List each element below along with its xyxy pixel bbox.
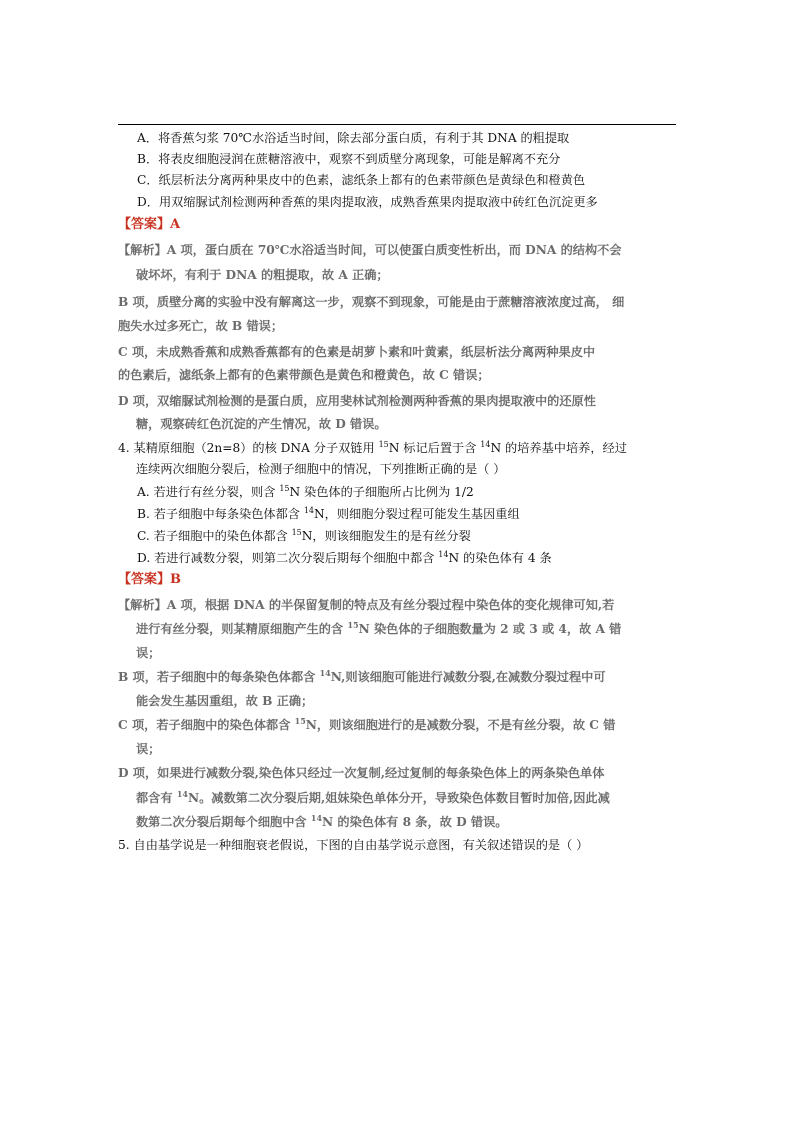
header-rule [118, 124, 676, 125]
q3-option-d: D．用双缩脲试剂检测两种香蕉的果肉提取液，成熟香蕉果肉提取液中砖红色沉淀更多 [137, 195, 598, 209]
answer-label: 【答案】 [118, 572, 171, 587]
answer-value: A [170, 217, 181, 232]
isotope-superscript: 14 [480, 440, 491, 449]
text: 进行有丝分裂，则某精原细胞产生的含 [136, 622, 348, 636]
text: N,则该细胞可能进行减数分裂,在减数分裂过程中可 [330, 670, 606, 684]
text: N 染色体的子细胞所占比例为 1/2 [289, 485, 474, 499]
q4-stem-line-2: 连续两次细胞分裂后，检测子细胞中的情况，下列推断正确的是（ ） [136, 462, 506, 476]
text: N 的染色体有 8 条，故 D 错误。 [322, 815, 508, 829]
answer-label: 【答案】 [118, 217, 171, 232]
q4-option-b [137, 506, 520, 522]
q3-analysis-line: 破坏坏，有利于 DNA 的粗提取，故 A 正确； [136, 268, 389, 282]
isotope-superscript: 15 [378, 440, 389, 449]
text: 都含有 [136, 791, 177, 805]
text: N 的染色体有 4 条 [448, 551, 552, 565]
text: 4. 某精原细胞（2n=8）的核 DNA 分子双链用 [118, 441, 379, 455]
q4-analysis-line: 【解析】A 项，根据 DNA 的半保留复制的特点及有丝分裂过程中染色体的变化规律可知,若 [118, 598, 615, 612]
q4-analysis-line [118, 717, 615, 733]
q3-analysis-line: B 项，质壁分离的实验中没有解离这一步，观察不到现象，可能是由于蔗糖溶液浓度过高， 细 [118, 295, 625, 309]
q4-analysis-line [136, 621, 621, 637]
q4-analysis-line [118, 669, 606, 685]
q4-answer [118, 572, 181, 588]
q4-analysis-line: 误； [136, 646, 161, 660]
isotope-superscript: 14 [319, 668, 331, 678]
q4-option-d [137, 550, 552, 566]
text: N 染色体的子细胞数量为 2 或 3 或 4，故 A 错 [358, 622, 622, 636]
text: 数第二次分裂后期每个细胞中含 [136, 815, 311, 829]
q3-analysis-line: 的色素后，滤纸条上都有的色素带颜色是黄色和橙黄色，故 C 错误； [118, 368, 490, 382]
q4-option-a [137, 484, 474, 500]
text: D. 若进行减数分裂，则第二次分裂后期每个细胞中都含 [137, 551, 439, 565]
text: A. 若进行有丝分裂，则含 [137, 485, 280, 499]
q3-option-b: B．将表皮细胞浸润在蔗糖溶液中，观察不到质壁分离现象，可能是解离不充分 [137, 152, 561, 166]
q4-option-c [137, 528, 471, 544]
text: N 标记后置于含 [388, 441, 481, 455]
text: N，则该细胞进行的是减数分裂，不是有丝分裂，故 C 错 [305, 718, 616, 732]
q3-analysis-line: C 项，未成熟香蕉和成熟香蕉都有的色素是胡萝卜素和叶黄素，纸层析法分离两种果皮中 [118, 345, 596, 359]
text: C. 若子细胞中的染色体都含 [137, 529, 292, 543]
q4-analysis-line: 误； [136, 742, 161, 756]
isotope-superscript: 14 [438, 550, 449, 559]
isotope-superscript: 15 [291, 528, 302, 537]
q3-answer [118, 217, 180, 233]
q3-analysis-line: 胞失水过多死亡，故 B 错误； [118, 319, 284, 333]
q3-option-c: C．纸层析法分离两种果皮中的色素，滤纸条上都有的色素带颜色是黄绿色和橙黄色 [137, 173, 586, 187]
text: N，则该细胞发生的是有丝分裂 [301, 529, 471, 543]
q3-analysis-line: 【解析】A 项，蛋白质在 70℃水浴适当时间，可以使蛋白质变性析出，而 DNA 的结构不会 [118, 243, 622, 257]
text: N。减数第二次分裂后期,姐妹染色单体分开，导致染色体数目暂时加倍,因此减 [187, 791, 610, 805]
text: B. 若子细胞中每条染色体都含 [137, 507, 304, 521]
q3-analysis-line: 糖，观察砖红色沉淀的产生情况，故 D 错误。 [136, 417, 387, 431]
isotope-superscript: 15 [279, 484, 290, 493]
q3-analysis-line: D 项，双缩脲试剂检测的是蛋白质，应用斐林试剂检测两种香蕉的果肉提取液中的还原性 [118, 394, 596, 408]
isotope-superscript: 15 [347, 620, 359, 630]
q4-analysis-line [136, 790, 610, 806]
isotope-superscript: 14 [310, 813, 323, 823]
q4-stem-line-1 [118, 440, 627, 456]
q4-analysis-line [136, 814, 507, 830]
text: N，则细胞分裂过程可能发生基因重组 [314, 507, 520, 521]
isotope-superscript: 15 [294, 716, 306, 726]
answer-value: B [170, 572, 182, 587]
text: C 项，若子细胞中的染色体都含 [118, 718, 295, 732]
isotope-superscript: 14 [176, 789, 188, 799]
q4-analysis-line: D 项，如果进行减数分裂,染色体只经过一次复制,经过复制的每条染色体上的两条染色单体 [118, 766, 605, 780]
q5-stem: 5. 自由基学说是一种细胞衰老假说，下图的自由基学说示意图，有关叙述错误的是（ ） [118, 838, 589, 852]
isotope-superscript: 14 [303, 506, 315, 515]
q3-option-a: A．将香蕉匀浆 70℃水浴适当时间，除去部分蛋白质，有利于其 DNA 的粗提取 [137, 131, 570, 145]
text: B 项，若子细胞中的每条染色体都含 [118, 670, 320, 684]
text: N 的培养基中培养，经过 [490, 441, 627, 455]
q4-analysis-line: 能会发生基因重组，故 B 正确； [136, 694, 314, 708]
